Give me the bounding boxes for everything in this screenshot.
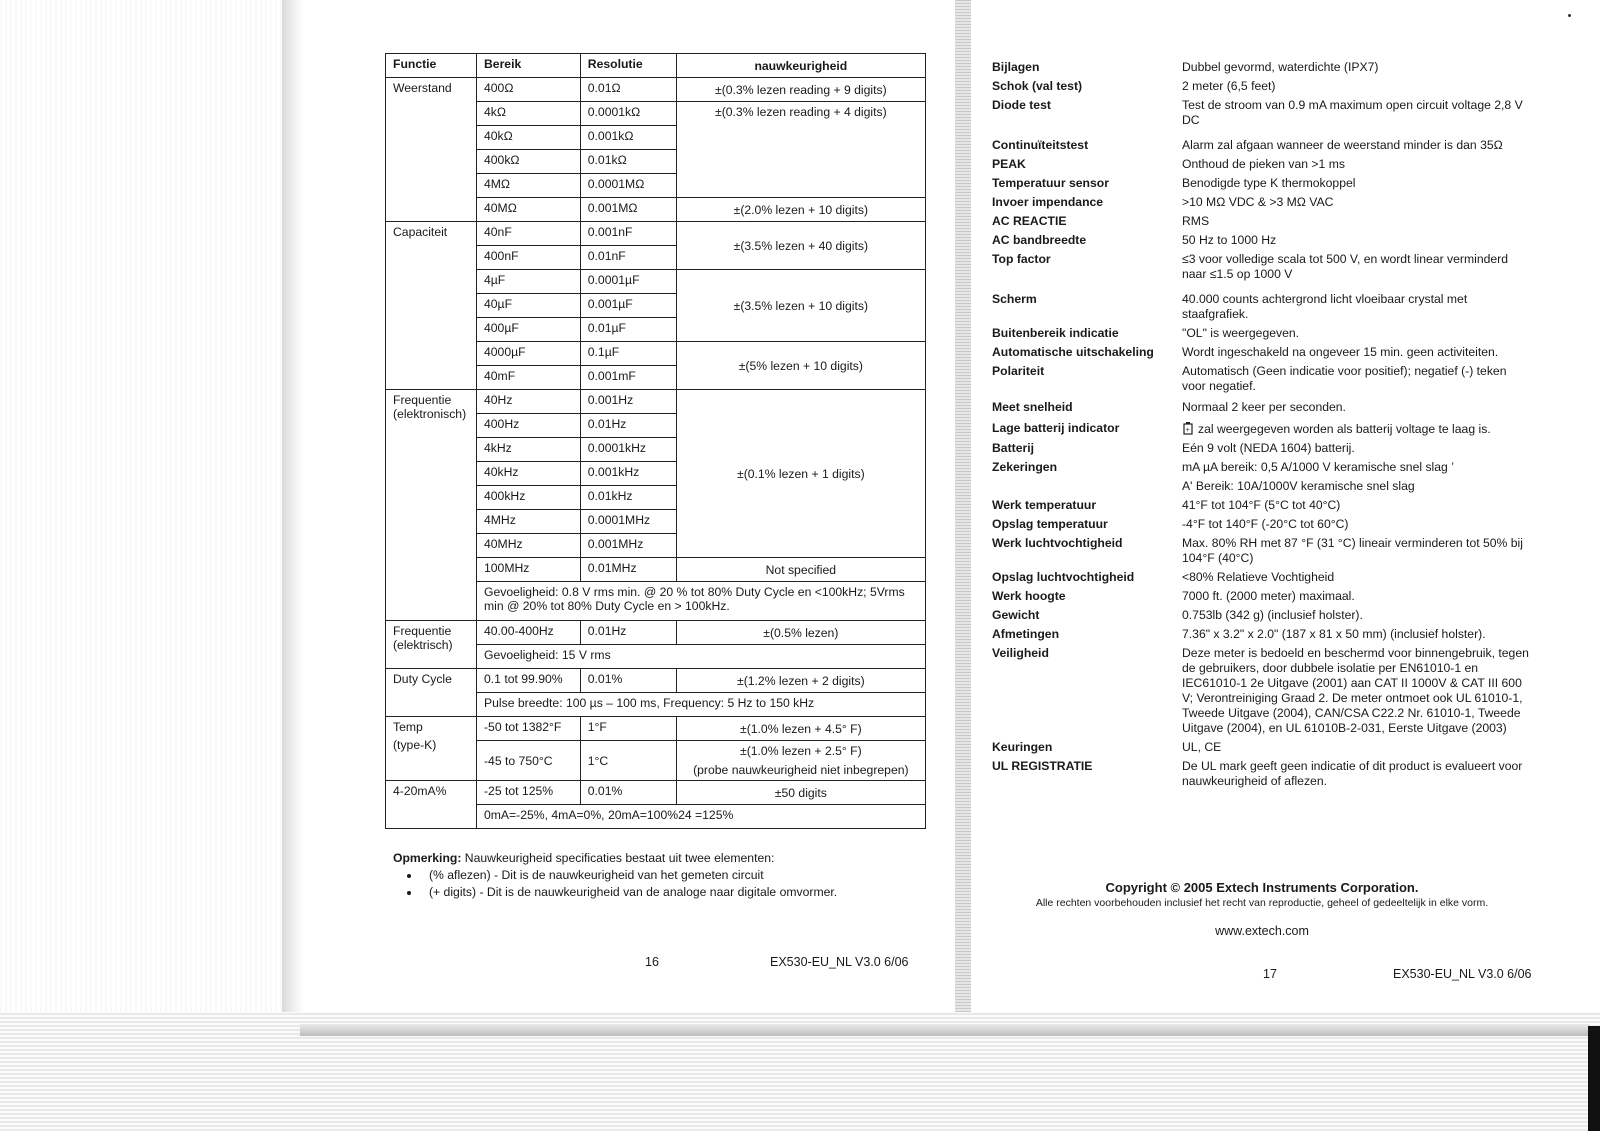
spec-value: Dubbel gevormd, waterdichte (IPX7): [1182, 60, 1379, 74]
spec-value: Normaal 2 keer per seconden.: [1182, 400, 1346, 414]
spec-value: Test de stroom van 0.9 mA maximum open circuit voltage 2,8 V DC: [1182, 98, 1523, 127]
spec-value: UL, CE: [1182, 740, 1222, 754]
spec-label: AC bandbreedte: [992, 233, 1087, 247]
spec-value: 0.753lb (342 g) (inclusief holster).: [1182, 608, 1363, 622]
table-row: [386, 390, 926, 414]
spec-label: Bijlagen: [992, 60, 1040, 74]
spec-row: [992, 233, 1532, 248]
spec-row: [992, 589, 1532, 604]
rights-text: Alle rechten voorbehouden inclusief het recht van reproductie, geheel of gedeeltelijk in elke vorm.: [1035, 897, 1489, 909]
spec-value: >10 MΩ VDC & >3 MΩ VAC: [1182, 195, 1334, 209]
resolution-cell: 0.01%: [580, 669, 676, 693]
spec-label: Scherm: [992, 292, 1037, 306]
sensitivity-note: Gevoeligheid: 15 V rms: [476, 645, 925, 669]
spec-value: A' Bereik: 10A/1000V keramische snel slag: [1182, 479, 1415, 493]
range-cell: 4000µF: [476, 342, 580, 366]
range-cell: 40MHz: [476, 534, 580, 558]
copyright: Copyright © 2005 Extech Instruments Corporation.: [1105, 880, 1419, 895]
spec-row: [992, 608, 1532, 623]
spec-label: Schok (val test): [992, 79, 1083, 93]
resolution-cell: 0.0001µF: [580, 270, 676, 294]
resolution-cell: 0.001MΩ: [580, 198, 676, 222]
spec-label: Buitenbereik indicatie: [992, 326, 1119, 340]
spec-row: [992, 498, 1532, 513]
spec-row: [992, 345, 1532, 360]
spec-value: 7.36" x 3.2" x 2.0" (187 x 81 x 50 mm) (inclusief holster).: [1182, 627, 1486, 641]
header-functie: Functie: [386, 54, 477, 78]
spec-row: [992, 60, 1532, 75]
spec-label: Werk temperatuur: [992, 498, 1097, 512]
range-cell: 4MΩ: [476, 174, 580, 198]
spec-label: [992, 479, 1182, 494]
spec-row: [992, 138, 1532, 153]
spec-value: Wordt ingeschakeld na ongeveer 15 min. geen activiteiten.: [1182, 345, 1499, 359]
table-header-row: [386, 54, 926, 78]
header-resolutie: Resolutie: [580, 54, 676, 78]
function-temp: [386, 717, 477, 781]
spec-row: [992, 740, 1532, 755]
spec-value: 40.000 counts achtergrond licht vloeibaar crystal met staafgrafiek.: [1182, 292, 1468, 321]
sensitivity-note: Gevoeligheid: 0.8 V rms min. @ 20 % tot 80% Duty Cycle en <100kHz; 5Vrms min @ 20% tot 80% Duty Cycle en > 100kHz.: [476, 582, 925, 621]
resolution-cell: 0.01Hz: [580, 621, 676, 645]
page-bottom-edge: [300, 1024, 1590, 1036]
range-cell: 4MHz: [476, 510, 580, 534]
resolution-cell: 1°C: [580, 741, 676, 781]
spec-value: Automatisch (Geen indicatie voor positief); negatief (-) teken voor negatief.: [1182, 364, 1507, 393]
spec-label: Invoer impendance: [992, 195, 1104, 209]
accuracy-cell: ±(0.3% lezen reading + 4 digits): [676, 102, 925, 198]
accuracy-cell: ±(3.5% lezen + 40 digits): [676, 222, 925, 270]
table-row: [386, 717, 926, 741]
spec-value: ≤3 voor volledige scala tot 500 V, en wordt linear verminderd naar ≤1.5 op 1000 V: [1182, 252, 1509, 281]
spec-row: [992, 479, 1532, 494]
range-cell: 40kHz: [476, 462, 580, 486]
spec-row: [992, 195, 1532, 210]
spec-label: Werk hoogte: [992, 589, 1066, 603]
resolution-cell: 0.01Hz: [580, 414, 676, 438]
accuracy-cell: [676, 741, 925, 781]
resolution-cell: 0.001kΩ: [580, 126, 676, 150]
range-cell: 100MHz: [476, 558, 580, 582]
book-spine: [955, 0, 971, 1030]
table-row: [386, 222, 926, 246]
range-cell: 40mF: [476, 366, 580, 390]
function-frequentie-elektrisch: [386, 621, 477, 669]
spec-row: [992, 536, 1532, 566]
range-cell: -50 tot 1382°F: [476, 717, 580, 741]
remark-list: [393, 867, 933, 901]
function-sublabel: (elektronisch): [393, 407, 467, 421]
spec-label: Batterij: [992, 441, 1034, 455]
spec-label: Polariteit: [992, 364, 1045, 378]
spec-label: Diode test: [992, 98, 1051, 112]
page-number-left: 16: [645, 955, 659, 969]
spec-label: Automatische uitschakeling: [992, 345, 1154, 359]
resolution-cell: 0.001nF: [580, 222, 676, 246]
spec-value: De UL mark geeft geen indicatie of dit product is evalueert voor nauwkeurigheid of aflezen.: [1182, 759, 1523, 788]
spec-value: 7000 ft. (2000 meter) maximaal.: [1182, 589, 1355, 603]
spec-row: [992, 326, 1532, 341]
resolution-cell: 0.0001kΩ: [580, 102, 676, 126]
pulse-note: Pulse breedte: 100 µs – 100 ms, Frequency: 5 Hz to 150 kHz: [476, 693, 925, 717]
spec-label: Temperatuur sensor: [992, 176, 1109, 190]
resolution-cell: 0.001mF: [580, 366, 676, 390]
spec-label: Veiligheid: [992, 646, 1049, 660]
spec-label: PEAK: [992, 157, 1026, 171]
spec-label: Afmetingen: [992, 627, 1060, 641]
scan-dot: [1568, 14, 1571, 17]
doc-code-right: EX530-EU_NL V3.0 6/06: [1393, 967, 1532, 981]
table-row: [386, 669, 926, 693]
accuracy-cell: ±(0.1% lezen + 1 digits): [676, 390, 925, 558]
resolution-cell: 0.0001MΩ: [580, 174, 676, 198]
range-cell: 4kΩ: [476, 102, 580, 126]
spec-value: Alarm zal afgaan wanneer de weerstand minder is dan 35Ω: [1182, 138, 1503, 152]
range-cell: 40.00-400Hz: [476, 621, 580, 645]
function-label: Frequentie: [393, 393, 452, 407]
spec-label: Opslag temperatuur: [992, 517, 1108, 531]
function-weerstand: Weerstand: [386, 78, 477, 222]
page-number-right: 17: [1263, 967, 1277, 981]
spec-label: Opslag luchtvochtigheid: [992, 570, 1135, 584]
range-cell: 400kHz: [476, 486, 580, 510]
scan-shadow-left: [0, 0, 300, 1131]
spec-value: Eén 9 volt (NEDA 1604) batterij.: [1182, 441, 1355, 455]
spec-row: [992, 460, 1532, 475]
range-cell: 0.1 tot 99.90%: [476, 669, 580, 693]
table-row: [386, 781, 926, 805]
remark-title: Opmerking:: [393, 851, 462, 865]
header-bereik: Bereik: [476, 54, 580, 78]
spec-label: Zekeringen: [992, 460, 1058, 474]
spec-value-text: zal weergegeven worden als batterij voltage te laag is.: [1198, 422, 1491, 436]
spec-row: [992, 214, 1532, 229]
accuracy-cell: ±(2.0% lezen + 10 digits): [676, 198, 925, 222]
spec-value: Benodigde type K thermokoppel: [1182, 176, 1356, 190]
resolution-cell: 0.01%: [580, 781, 676, 805]
doc-code-left: EX530-EU_NL V3.0 6/06: [770, 955, 909, 969]
spec-label: Keuringen: [992, 740, 1053, 754]
header-nauwkeurigheid: nauwkeurigheid: [676, 54, 925, 78]
function-duty-cycle: Duty Cycle: [386, 669, 477, 717]
spec-row: [992, 176, 1532, 191]
spec-value: RMS: [1182, 214, 1210, 228]
resolution-cell: 0.01kHz: [580, 486, 676, 510]
table-row: [386, 78, 926, 102]
resolution-cell: 0.001kHz: [580, 462, 676, 486]
spec-row: [992, 646, 1532, 736]
remark-text: Nauwkeurigheid specificaties bestaat uit twee elementen:: [461, 851, 775, 865]
spec-value: -4°F tot 140°F (-20°C tot 60°C): [1182, 517, 1349, 531]
range-cell: -25 tot 125%: [476, 781, 580, 805]
spec-row: [992, 517, 1532, 532]
general-specifications: [992, 60, 1532, 793]
spec-value: "OL" is weergegeven.: [1182, 326, 1300, 340]
function-sublabel: (elektrisch): [393, 638, 453, 652]
resolution-cell: 0.01nF: [580, 246, 676, 270]
ma-note: 0mA=-25%, 4mA=0%, 20mA=100%24 =125%: [476, 805, 925, 829]
spec-label: Werk luchtvochtigheid: [992, 536, 1123, 550]
copyright-block: [992, 880, 1532, 938]
spec-row: [992, 570, 1532, 585]
resolution-cell: 1°F: [580, 717, 676, 741]
resolution-cell: 0.01Ω: [580, 78, 676, 102]
spec-value: 2 meter (6,5 feet): [1182, 79, 1276, 93]
spec-value: <80% Relatieve Vochtigheid: [1182, 570, 1335, 584]
resolution-cell: 0.0001MHz: [580, 510, 676, 534]
list-item: • (% aflezen) - Dit is de nauwkeurigheid van het gemeten circuit: [421, 867, 933, 884]
accuracy-note: (probe nauwkeurigheid niet inbegrepen): [693, 763, 909, 777]
spec-value: Max. 80% RH met 87 °F (31 °C) lineair verminderen tot 50% bij 104°F (40°C): [1182, 536, 1523, 565]
spec-row: [992, 421, 1532, 437]
spec-value: mA µA bereik: 0,5 A/1000 V keramische snel slag ’: [1182, 460, 1454, 474]
accuracy-cell: ±(1.0% lezen + 4.5° F): [676, 717, 925, 741]
spec-row: [992, 759, 1532, 789]
accuracy-cell: ±(1.2% lezen + 2 digits): [676, 669, 925, 693]
range-cell: 4kHz: [476, 438, 580, 462]
resolution-cell: 0.01MHz: [580, 558, 676, 582]
spec-value: Onthoud de pieken van >1 ms: [1182, 157, 1345, 171]
list-item: • (+ digits) - Dit is de nauwkeurigheid van de analoge naar digitale omvormer.: [421, 884, 933, 901]
range-cell: 400Hz: [476, 414, 580, 438]
spec-row: [992, 400, 1532, 415]
accuracy-cell: ±(0.5% lezen): [676, 621, 925, 645]
scan-edge-bar: [1588, 1026, 1600, 1131]
function-label: Temp: [393, 720, 423, 734]
spec-value: Deze meter is bedoeld en beschermd voor binnengebruik, tegen de gebruikers, door dubbele isolatie per EN61010-1 en IEC61010-1 2e Uitgave (2001) aan CAT II 1000V & CAT III 600 V; Verontreiniging Graad 2. De meter ontmoet ook UL 61010-1, Tweede Uitgave (2004), CAN/CSA C22.2 Nr. 61010-1, Tweede Uitgave (2004), en UL 61010B-2-031, Eerste Uitgave (2003): [1182, 646, 1529, 735]
range-cell: 400µF: [476, 318, 580, 342]
range-cell: 400nF: [476, 246, 580, 270]
function-4-20ma: 4-20mA%: [386, 781, 477, 829]
remark-block: [393, 850, 933, 901]
resolution-cell: 0.001MHz: [580, 534, 676, 558]
spec-label: AC REACTIE: [992, 214, 1067, 228]
spec-label: Top factor: [992, 252, 1051, 266]
range-cell: 40Hz: [476, 390, 580, 414]
range-cell: 40µF: [476, 294, 580, 318]
spec-row: [992, 157, 1532, 172]
accuracy-cell: ±(5% lezen + 10 digits): [676, 342, 925, 390]
function-capaciteit: Capaciteit: [386, 222, 477, 390]
resolution-cell: 0.1µF: [580, 342, 676, 366]
table-row: [386, 621, 926, 645]
range-cell: 4µF: [476, 270, 580, 294]
resolution-cell: 0.0001kHz: [580, 438, 676, 462]
spec-row: [992, 79, 1532, 94]
accuracy-cell: Not specified: [676, 558, 925, 582]
spec-row: [992, 292, 1532, 322]
range-cell: 40nF: [476, 222, 580, 246]
function-sublabel: (type-K): [393, 738, 437, 752]
spec-label: Lage batterij indicator: [992, 421, 1120, 435]
spec-row: [992, 98, 1532, 128]
range-cell: 40kΩ: [476, 126, 580, 150]
resolution-cell: 0.001Hz: [580, 390, 676, 414]
accuracy-cell: ±(3.5% lezen + 10 digits): [676, 270, 925, 342]
specification-table: [385, 53, 926, 829]
range-cell: 400Ω: [476, 78, 580, 102]
page-edge-left: [282, 0, 304, 1035]
resolution-cell: 0.001µF: [580, 294, 676, 318]
accuracy-line: ±(1.0% lezen + 2.5° F): [740, 744, 862, 758]
accuracy-cell: ±50 digits: [676, 781, 925, 805]
spec-value: [1182, 421, 1532, 437]
spec-label: Meet snelheid: [992, 400, 1073, 414]
accuracy-cell: ±(0.3% lezen reading + 9 digits): [676, 78, 925, 102]
spec-value: 50 Hz to 1000 Hz: [1182, 233, 1277, 247]
resolution-cell: 0.01µF: [580, 318, 676, 342]
spec-label: Continuïteitstest: [992, 138, 1089, 152]
website: www.extech.com: [1215, 924, 1309, 938]
battery-icon: [1182, 422, 1198, 436]
spec-label: UL REGISTRATIE: [992, 759, 1093, 773]
spec-value: 41°F tot 104°F (5°C tot 40°C): [1182, 498, 1341, 512]
spec-row: [992, 441, 1532, 456]
range-cell: -45 to 750°C: [476, 741, 580, 781]
range-cell: 400kΩ: [476, 150, 580, 174]
spec-row: [992, 252, 1532, 282]
function-label: Frequentie: [393, 624, 452, 638]
spec-label: Gewicht: [992, 608, 1040, 622]
spec-row: [992, 627, 1532, 642]
resolution-cell: 0.01kΩ: [580, 150, 676, 174]
spec-row: [992, 364, 1532, 394]
function-frequentie-elektronisch: [386, 390, 477, 621]
range-cell: 40MΩ: [476, 198, 580, 222]
svg-text:+: +: [1185, 426, 1191, 434]
